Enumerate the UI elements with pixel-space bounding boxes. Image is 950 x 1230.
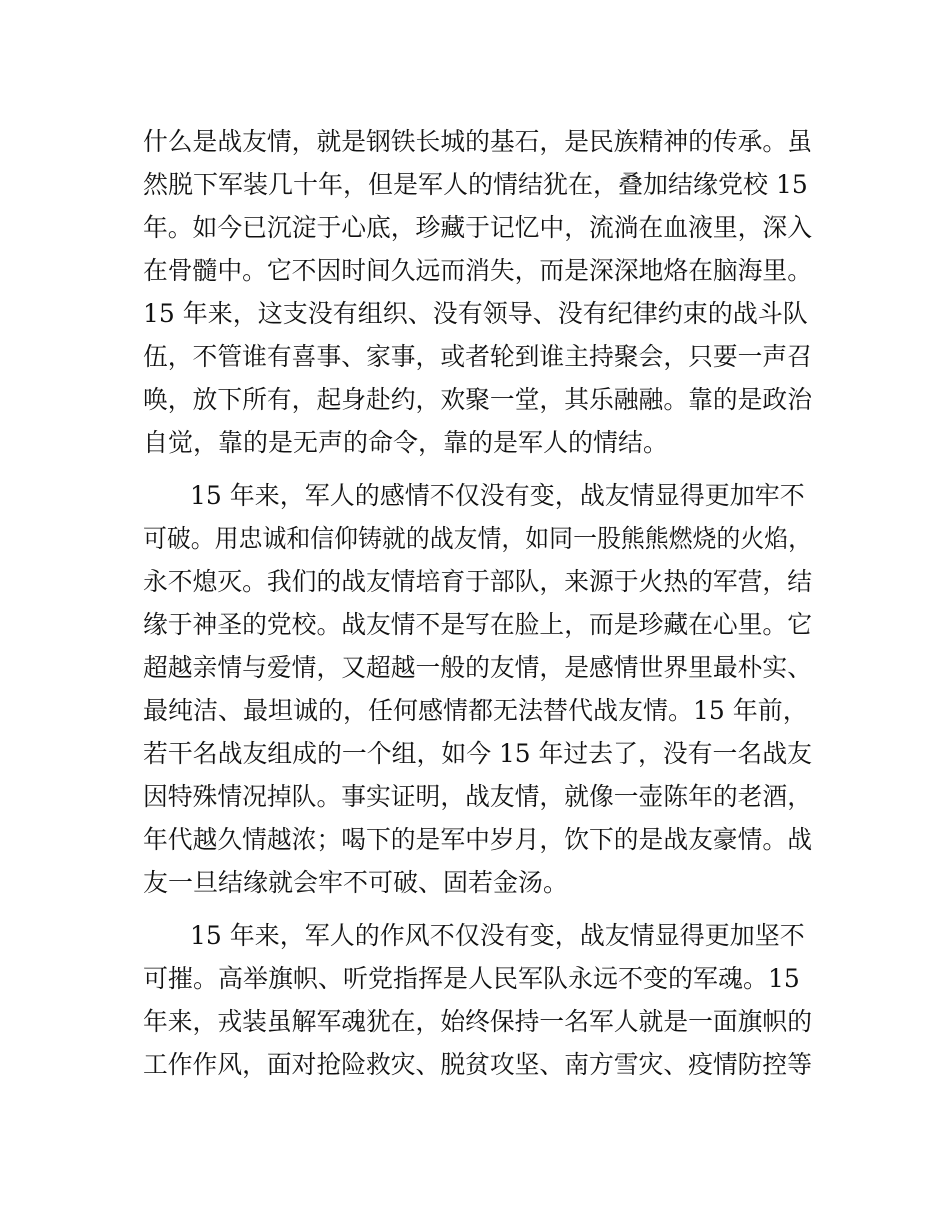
paragraph-1-line-6: 伍，不管谁有喜事、家事，或者轮到谁主持聚会，只要一声召 xyxy=(143,342,812,371)
paragraph-2-line-2: 可破。用忠诚和信仰铸就的战友情，如同一股熊熊燃烧的火焰， xyxy=(143,524,812,553)
paragraph-2-line-9: 年代越久情越浓；喝下的是军中岁月，饮下的是战友豪情。战 xyxy=(143,825,812,854)
paragraph-1-line-4: 在骨髓中。它不因时间久远而消失，而是深深地烙在脑海里。 xyxy=(143,256,812,285)
paragraph-1-line-7: 唤，放下所有，起身赴约，欢聚一堂，其乐融融。靠的是政治 xyxy=(143,385,812,414)
paragraph-2-line-7: 若干名战友组成的一个组，如今 15 年过去了，没有一名战友 xyxy=(143,739,812,768)
paragraph-1-line-1: 什么是战友情，就是钢铁长城的基石，是民族精神的传承。虽 xyxy=(143,127,812,156)
paragraph-1-line-5: 15 年来，这支没有组织、没有领导、没有纪律约束的战斗队 xyxy=(143,299,808,328)
paragraph-2-line-6: 最纯洁、最坦诚的，任何感情都无法替代战友情。15 年前， xyxy=(143,696,808,725)
paragraph-3-line-4: 工作作风，面对抢险救灾、脱贫攻坚、南方雪灾、疫情防控等 xyxy=(143,1050,812,1079)
paragraph-3-line-3: 年来，戎装虽解军魂犹在，始终保持一名军人就是一面旗帜的 xyxy=(143,1007,812,1036)
paragraph-2-line-4: 缘于神圣的党校。战友情不是写在脸上，而是珍藏在心里。它 xyxy=(143,610,812,639)
paragraph-2-line-8: 因特殊情况掉队。事实证明，战友情，就像一壶陈年的老酒， xyxy=(143,782,812,811)
paragraph-3-line-1: 15 年来，军人的作风不仅没有变，战友情显得更加坚不 xyxy=(190,921,805,950)
paragraph-2-line-5: 超越亲情与爱情，又超越一般的友情，是感情世界里最朴实、 xyxy=(143,653,812,682)
paragraph-1-line-2: 然脱下军装几十年，但是军人的情结犹在，叠加结缘党校 15 xyxy=(143,170,808,199)
paragraph-1-line-3: 年。如今已沉淀于心底，珍藏于记忆中，流淌在血液里，深入 xyxy=(143,213,812,242)
paragraph-2-line-1: 15 年来，军人的感情不仅没有变，战友情显得更加牢不 xyxy=(190,481,805,510)
paragraph-3-line-2: 可摧。高举旗帜、听党指挥是人民军队永远不变的军魂。15 xyxy=(143,964,800,993)
paragraph-2-line-10: 友一旦结缘就会牢不可破、固若金汤。 xyxy=(143,868,569,897)
paragraph-2-line-3: 永不熄灭。我们的战友情培育于部队，来源于火热的军营，结 xyxy=(143,567,812,596)
paragraph-1-line-8: 自觉，靠的是无声的命令，靠的是军人的情结。 xyxy=(143,428,669,457)
